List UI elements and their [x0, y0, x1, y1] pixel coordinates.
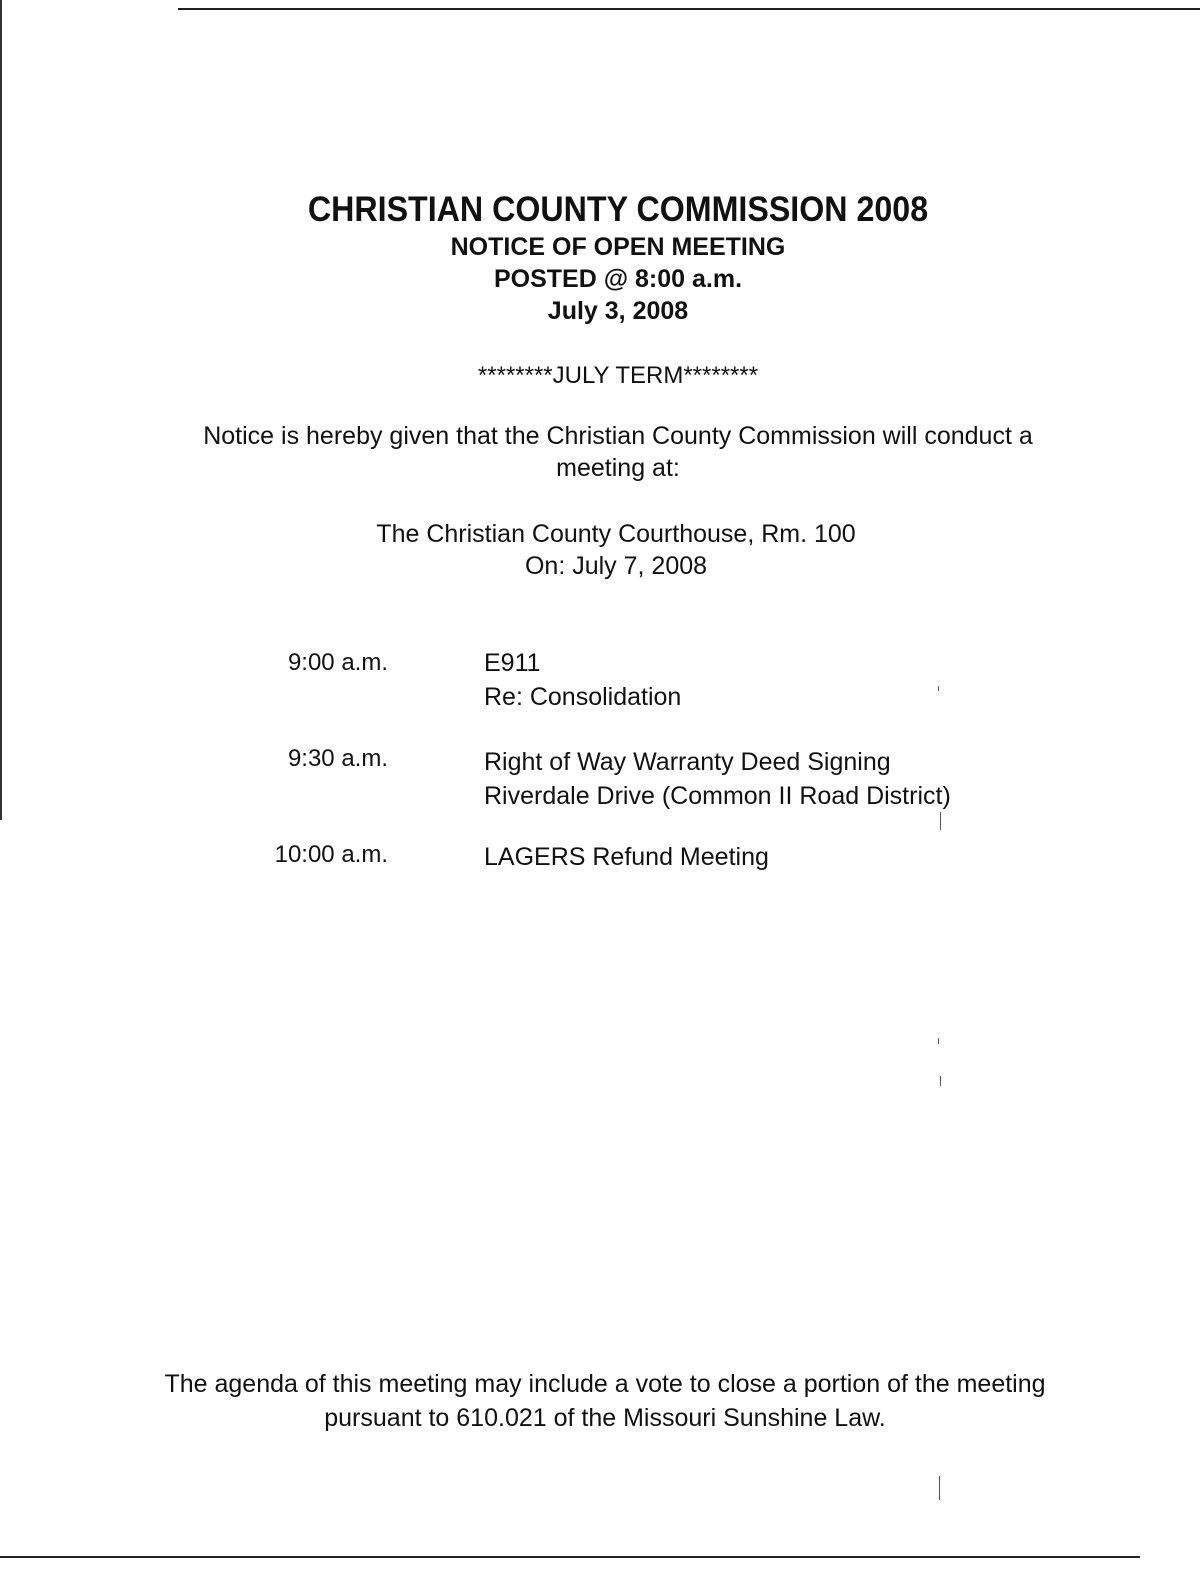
- agenda-time: 9:30 a.m.: [287, 745, 388, 772]
- agenda-item-line: Riverdale Drive (Common II Road District): [484, 782, 951, 810]
- scan-mark: [940, 1076, 941, 1086]
- meeting-location: [0, 518, 1200, 582]
- scan-border-left: [0, 0, 2, 820]
- footer-line: pursuant to 610.021 of the Missouri Sunshine Law.: [324, 1404, 886, 1432]
- agenda-item-line: E911: [484, 649, 541, 677]
- posted-time: POSTED @ 8:00 a.m.: [493, 265, 743, 293]
- notice-line: Notice is hereby given that the Christian County Commission will conduct a: [203, 422, 1033, 450]
- agenda-item-line: LAGERS Refund Meeting: [484, 843, 769, 871]
- notice-heading: NOTICE OF OPEN MEETING: [450, 233, 786, 261]
- agenda-item-line: Re: Consolidation: [484, 683, 682, 711]
- scan-mark: [940, 812, 941, 830]
- scan-mark: [939, 1476, 940, 1500]
- agenda-item: [484, 745, 951, 813]
- footer-line: The agenda of this meeting may include a vote to close a portion of the meeting: [164, 1370, 1046, 1398]
- agenda-time: 10:00 a.m.: [274, 841, 388, 868]
- location-place: The Christian County Courthouse, Rm. 100: [376, 520, 856, 548]
- posted-date: July 3, 2008: [547, 297, 689, 325]
- notice-line: meeting at:: [556, 454, 680, 482]
- scan-mark: [938, 686, 939, 691]
- document-title: CHRISTIAN COUNTY COMMISSION 2008: [307, 190, 929, 229]
- agenda-time: 9:00 a.m.: [287, 649, 388, 676]
- agenda-item: [484, 646, 681, 714]
- scan-border-bottom: [0, 1556, 1140, 1558]
- location-date: On: July 7, 2008: [524, 552, 708, 580]
- scan-mark: [938, 1038, 939, 1044]
- notice-paragraph: [0, 420, 1200, 484]
- scan-border-top: [178, 8, 1200, 10]
- term-banner: ********JULY TERM********: [477, 362, 759, 389]
- footer-note: [0, 1367, 1200, 1435]
- agenda-item-line: Right of Way Warranty Deed Signing: [484, 748, 891, 776]
- agenda-item: [484, 840, 769, 874]
